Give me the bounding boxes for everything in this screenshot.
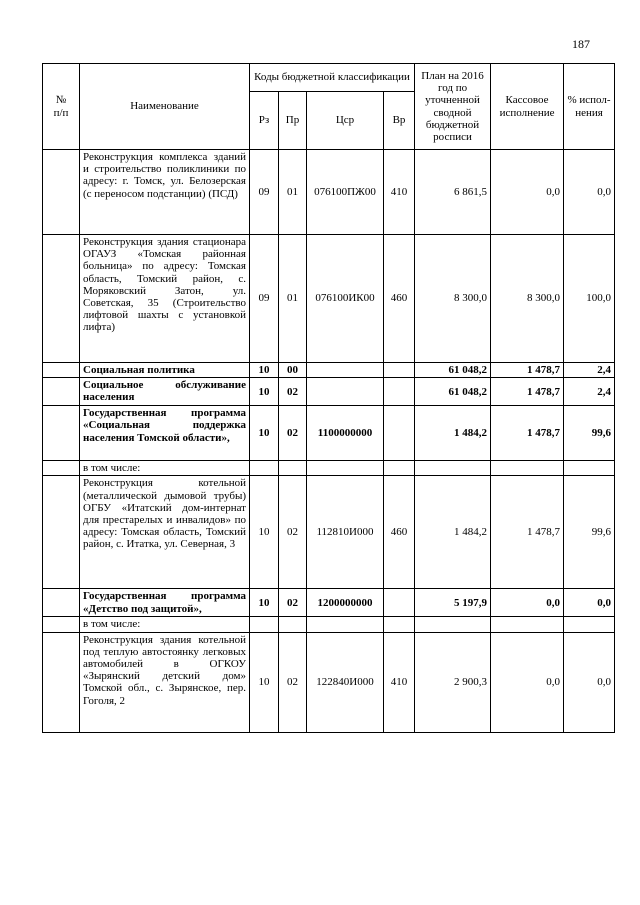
row-pct: 100,0 (564, 235, 615, 363)
row-rz: 10 (250, 589, 279, 617)
row-pct: 0,0 (564, 589, 615, 617)
header-cash: Кассовое исполнение (491, 64, 564, 150)
row-cash: 1 478,7 (491, 406, 564, 461)
row-name: в том числе: (80, 461, 250, 476)
row-pr: 02 (279, 406, 307, 461)
table-row (43, 235, 615, 363)
row-csr: 076100ИК00 (307, 235, 384, 363)
row-vr (384, 378, 415, 406)
row-name: Государственная программа «Социальная поддержка населения Томской области», (80, 406, 250, 461)
row-num (43, 617, 80, 632)
row-cash (491, 617, 564, 632)
row-rz: 10 (250, 363, 279, 378)
row-plan (415, 617, 491, 632)
row-name: Реконструкция котельной (металлической дымовой трубы) ОГБУ «Итатский дом-интернат для престарелых и инвалидов» по адресу: Томская область, Томский район, с. Итатка, ул. Северная, 3 (80, 476, 250, 589)
row-name: Социальная политика (80, 363, 250, 378)
header-codes: Коды бюджетной классификации (250, 64, 415, 92)
header-pct: % испол-нения (564, 64, 615, 150)
row-plan: 8 300,0 (415, 235, 491, 363)
row-pr: 02 (279, 589, 307, 617)
page-number: 187 (572, 37, 590, 51)
row-rz (250, 461, 279, 476)
row-csr (307, 378, 384, 406)
row-plan: 5 197,9 (415, 589, 491, 617)
row-plan: 2 900,3 (415, 632, 491, 732)
row-num (43, 235, 80, 363)
row-pct: 2,4 (564, 378, 615, 406)
row-pct: 99,6 (564, 406, 615, 461)
row-plan: 61 048,2 (415, 363, 491, 378)
row-num (43, 363, 80, 378)
row-pr: 01 (279, 150, 307, 235)
row-csr: 076100ПЖ00 (307, 150, 384, 235)
row-plan: 1 484,2 (415, 406, 491, 461)
row-rz: 10 (250, 378, 279, 406)
header-plan: План на 2016 год по уточненной сводной бюджетной росписи (415, 64, 491, 150)
row-plan: 1 484,2 (415, 476, 491, 589)
row-cash: 0,0 (491, 632, 564, 732)
row-name: Реконструкция здания котельной под теплую автостоянку легковых автомобилей в ОГКОУ «Зырянский детский дом» Томской обл., с. Зырянское, пер. Гоголя, 2 (80, 632, 250, 732)
header-vr: Вр (384, 92, 415, 150)
row-pct: 2,4 (564, 363, 615, 378)
table-row (43, 589, 615, 617)
row-rz: 09 (250, 150, 279, 235)
header-num: № п/п (43, 64, 80, 150)
header-pr: Пр (279, 92, 307, 150)
row-pr: 00 (279, 363, 307, 378)
row-name: Государственная программа «Детство под защитой», (80, 589, 250, 617)
row-rz: 10 (250, 406, 279, 461)
table-row (43, 378, 615, 406)
row-vr: 460 (384, 235, 415, 363)
row-csr: 1200000000 (307, 589, 384, 617)
row-cash: 0,0 (491, 589, 564, 617)
row-cash: 8 300,0 (491, 235, 564, 363)
budget-table (42, 63, 615, 733)
row-num (43, 461, 80, 476)
row-pct: 0,0 (564, 632, 615, 732)
row-num (43, 406, 80, 461)
row-pct: 99,6 (564, 476, 615, 589)
row-rz: 10 (250, 632, 279, 732)
table-row (43, 632, 615, 732)
row-csr: 1100000000 (307, 406, 384, 461)
row-vr (384, 617, 415, 632)
header-name: Наименование (80, 64, 250, 150)
row-vr (384, 406, 415, 461)
header-csr: Цср (307, 92, 384, 150)
table-row (43, 461, 615, 476)
row-csr (307, 461, 384, 476)
row-cash: 1 478,7 (491, 476, 564, 589)
row-csr (307, 617, 384, 632)
row-rz: 09 (250, 235, 279, 363)
row-pr (279, 461, 307, 476)
row-pct (564, 461, 615, 476)
row-vr (384, 363, 415, 378)
row-pr: 02 (279, 632, 307, 732)
row-plan: 61 048,2 (415, 378, 491, 406)
row-num (43, 632, 80, 732)
row-cash: 0,0 (491, 150, 564, 235)
row-csr: 112810И000 (307, 476, 384, 589)
row-vr: 410 (384, 632, 415, 732)
table-row (43, 406, 615, 461)
row-pr: 02 (279, 476, 307, 589)
row-plan (415, 461, 491, 476)
row-vr: 410 (384, 150, 415, 235)
header-rz: Рз (250, 92, 279, 150)
row-vr (384, 589, 415, 617)
row-cash (491, 461, 564, 476)
row-pct: 0,0 (564, 150, 615, 235)
row-num (43, 476, 80, 589)
row-name: Социальное обслуживание населения (80, 378, 250, 406)
row-vr: 460 (384, 476, 415, 589)
row-pr: 01 (279, 235, 307, 363)
row-csr (307, 363, 384, 378)
row-cash: 1 478,7 (491, 378, 564, 406)
row-num (43, 150, 80, 235)
table-row (43, 617, 615, 632)
row-name: Реконструкция комплекса зданий и строительство поликлиники по адресу: г. Томск, ул. Белозерская (с переносом подстанции) (ПСД) (80, 150, 250, 235)
table-row (43, 150, 615, 235)
row-rz: 10 (250, 476, 279, 589)
row-name: Реконструкция здания стационара ОГАУЗ «Томская районная больница» по адресу: Томская область, Томский район, с. Моряковский Затон, ул. Советская, 35 (Строительство лифтовой шахты с установкой лифта) (80, 235, 250, 363)
row-plan: 6 861,5 (415, 150, 491, 235)
table-row (43, 363, 615, 378)
table-row (43, 476, 615, 589)
row-rz (250, 617, 279, 632)
row-num (43, 378, 80, 406)
row-csr: 122840И000 (307, 632, 384, 732)
row-cash: 1 478,7 (491, 363, 564, 378)
row-num (43, 589, 80, 617)
row-pct (564, 617, 615, 632)
row-vr (384, 461, 415, 476)
row-pr (279, 617, 307, 632)
row-name: в том числе: (80, 617, 250, 632)
row-pr: 02 (279, 378, 307, 406)
